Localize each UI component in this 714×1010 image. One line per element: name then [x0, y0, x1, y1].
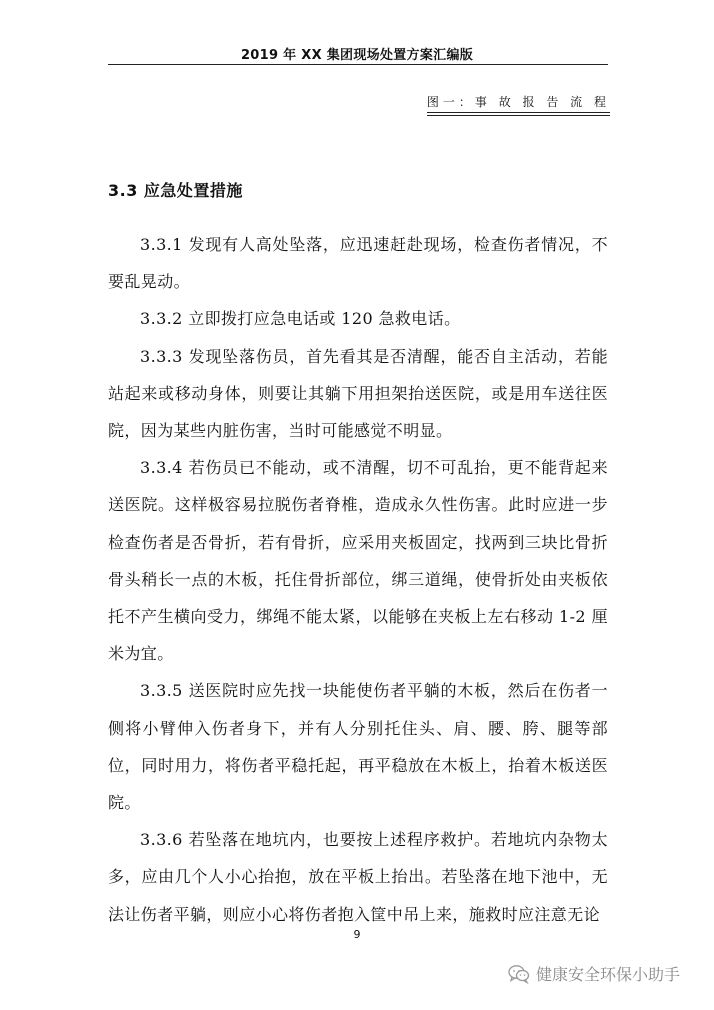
paragraph-3-3-1: 3.3.1 发现有人高处坠落，应迅速赶赴现场，检查伤者情况，不要乱晃动。	[108, 235, 608, 292]
paragraph-3-3-6: 3.3.6 若坠落在地坑内，也要按上述程序救护。若地坑内杂物太多，应由几个人小心抬抱，放在平板上抬出。若坠落在地下池中，无法让伤者平躺，则应小心将伤者抱入筐中吊上来，施救时应注意无论	[108, 830, 608, 924]
running-header: 2019 年 XX 集团现场处置方案汇编版	[240, 48, 474, 63]
watermark	[508, 962, 680, 985]
section-title: 3.3 应急处置措施	[108, 181, 243, 200]
paragraph-3-3-2: 3.3.2 立即拨打应急电话或 120 急救电话。	[140, 309, 461, 329]
paragraph-3-3-4: 3.3.4 若伤员已不能动，或不清醒，切不可乱抬，更不能背起来送医院。这样极容易拉脱伤者脊椎，造成永久性伤害。此时应进一步检查伤者是否骨折，若有骨折，应采用夹板固定，找两到三块比骨折骨头稍长一点的木板，托住骨折部位，绑三道绳，使骨折处由夹板依托不产生横向受力，绑绳不能太紧，以能够在夹板上左右移动 1-2 厘米为宜。	[108, 458, 608, 664]
paragraph-3-3-5: 3.3.5 送医院时应先找一块能使伤者平躺的木板，然后在伤者一侧将小臂伸入伤者身下，并有人分别托住头、肩、腰、胯、腿等部位，同时用力，将伤者平稳托起，再平稳放在木板上，抬着木板送医院。	[108, 681, 608, 813]
watermark-text: 健康安全环保小助手	[536, 965, 681, 984]
header-rule	[108, 64, 608, 65]
paragraph-3-3-3: 3.3.3 发现坠落伤员，首先看其是否清醒，能否自主活动，若能站起来或移动身体，则要让其躺下用担架抬送医院，或是用车送往医院，因为某些内脏伤害，当时可能感觉不明显。	[108, 346, 608, 441]
page-number: 9	[353, 928, 361, 941]
figure-caption: 图一：事 故 报 告 流 程	[427, 93, 610, 113]
wechat-icon	[508, 964, 530, 984]
section-body	[108, 226, 608, 933]
